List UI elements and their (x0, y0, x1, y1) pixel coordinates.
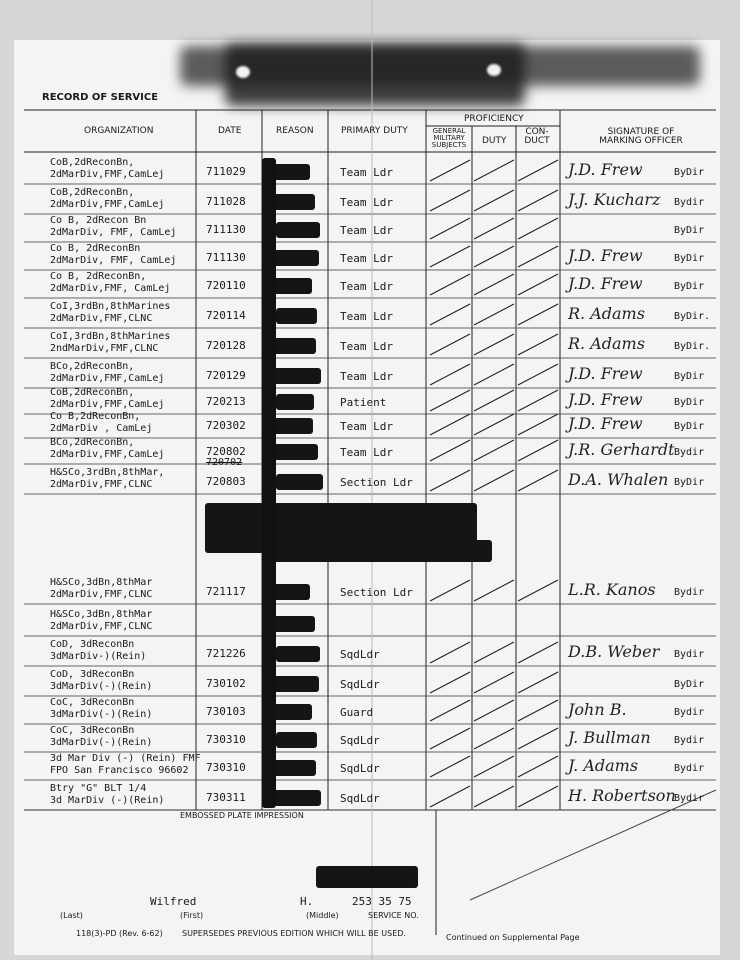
by-direction-note: ByDir. (674, 311, 711, 322)
entry-date: 721117 (206, 585, 246, 598)
redaction-reason (274, 444, 318, 460)
proficiency-slash (518, 756, 558, 777)
redaction-reason-column (262, 158, 276, 808)
primary-duty: Team Ldr (340, 166, 393, 179)
proficiency-slash (518, 672, 558, 693)
officer-signature: D.A. Whalen (568, 470, 669, 489)
primary-duty: SqdLdr (340, 648, 380, 661)
proficiency-slash (430, 274, 470, 295)
proficiency-slash (518, 304, 558, 325)
organization-line-1: Co B, 2dReconBn (50, 243, 141, 254)
organization-line-2: 2dMarDiv , CamLej (50, 423, 153, 434)
proficiency-slash (518, 440, 558, 461)
proficiency-slash (474, 274, 514, 295)
primary-duty: Team Ldr (340, 310, 393, 323)
proficiency-slash (430, 190, 470, 211)
organization-line-1: Co B, 2dReconBn, (50, 271, 147, 282)
by-direction-note: Bydir (674, 735, 705, 746)
organization-line-1: CoI,3rdBn,8thMarines (50, 301, 171, 312)
entry-date: 720213 (206, 395, 246, 408)
header-primary-duty: PRIMARY DUTY (341, 126, 408, 136)
organization-line-2: 2dMarDiv,FMF,CLNC (50, 313, 153, 324)
proficiency-slash (518, 642, 558, 663)
by-direction-note: ByDir. (674, 341, 711, 352)
proficiency-slash (430, 390, 470, 411)
entry-date: 720129 (206, 369, 246, 382)
organization-line-2: 2dMarDiv,FMF,CamLej (50, 449, 165, 460)
organization-line-1: Co B, 2dRecon Bn (50, 215, 147, 226)
primary-duty: SqdLdr (340, 678, 380, 691)
officer-signature: L.R. Kanos (568, 580, 656, 599)
primary-duty: Team Ldr (340, 446, 393, 459)
primary-duty: Team Ldr (340, 420, 393, 433)
organization-line-1: H&SCo,3rdBn,8thMar, (50, 467, 165, 478)
redaction-reason (276, 222, 320, 238)
entry-date: 730102 (206, 677, 246, 690)
redaction-reason (274, 194, 315, 210)
proficiency-slash (518, 190, 558, 211)
redaction-reason (276, 394, 314, 410)
proficiency-slash (518, 218, 558, 239)
proficiency-slash (518, 246, 558, 267)
entry-date-struck: 720702 (206, 457, 243, 468)
by-direction-note: ByDir (674, 421, 705, 432)
proficiency-slash (474, 160, 514, 181)
entry-date: 711029 (206, 165, 246, 178)
primary-duty: Team Ldr (340, 370, 393, 383)
by-direction-note: Bydir (674, 649, 705, 660)
officer-signature: J. Adams (568, 756, 639, 775)
proficiency-slash (430, 642, 470, 663)
organization-line-2: 2dMarDiv,FMF,CamLej (50, 399, 165, 410)
proficiency-slash (518, 364, 558, 385)
proficiency-slash (430, 756, 470, 777)
proficiency-slash (430, 786, 470, 807)
proficiency-slash (430, 728, 470, 749)
primary-duty: Team Ldr (340, 252, 393, 265)
proficiency-slash (474, 304, 514, 325)
middle-initial: H. (300, 895, 314, 908)
redaction-reason (276, 308, 317, 324)
organization-line-1: CoB,2dReconBn, (50, 387, 135, 398)
proficiency-slash (430, 470, 470, 491)
primary-duty: Team Ldr (340, 224, 393, 237)
proficiency-slash (474, 414, 514, 435)
proficiency-slash (430, 364, 470, 385)
entry-date: 720803 (206, 475, 246, 488)
organization-line-2: 2dMarDiv,FMF,CLNC (50, 621, 153, 632)
officer-signature: J.D. Frew (568, 414, 643, 433)
proficiency-slash (474, 190, 514, 211)
organization-line-1: CoD, 3dReconBn (50, 669, 135, 680)
organization-line-2: 3dMarDiv-)(Rein) (50, 651, 147, 662)
primary-duty: SqdLdr (340, 734, 380, 747)
header-organization: ORGANIZATION (84, 126, 154, 136)
officer-signature: J.D. Frew (568, 246, 643, 265)
proficiency-slash (430, 218, 470, 239)
redaction-reason (274, 790, 321, 806)
proficiency-slash (430, 334, 470, 355)
proficiency-slash (474, 246, 514, 267)
entry-date: 730310 (206, 733, 246, 746)
proficiency-slash (430, 160, 470, 181)
header-signature: SIGNATURE OF MARKING OFFICER (599, 127, 683, 146)
primary-duty: Team Ldr (340, 340, 393, 353)
redaction-reason (274, 278, 312, 294)
organization-line-1: CoD, 3dReconBn (50, 639, 135, 650)
by-direction-note: ByDir (674, 679, 705, 690)
organization-line-1: CoI,3rdBn,8thMarines (50, 331, 171, 342)
officer-signature: John B. (568, 700, 627, 719)
officer-signature: J.D. Frew (568, 390, 643, 409)
organization-line-1: CoC, 3dReconBn (50, 697, 135, 708)
by-direction-note: Bydir (674, 447, 705, 458)
organization-line-2: 2dMarDiv, FMF, CamLej (50, 255, 177, 266)
organization-line-1: H&SCo,3dBn,8thMar (50, 609, 153, 620)
organization-line-2: 2dMarDiv,FMF,CamLej (50, 199, 165, 210)
primary-duty: Team Ldr (340, 196, 393, 209)
entry-date: 730311 (206, 791, 246, 804)
officer-signature: D.B. Weber (568, 642, 660, 661)
proficiency-slash (430, 672, 470, 693)
proficiency-slash (474, 334, 514, 355)
first-name: Wilfred (150, 895, 197, 908)
redaction-block (262, 540, 492, 562)
entry-date: 730103 (206, 705, 246, 718)
redaction-name (316, 866, 418, 888)
entry-date: 720302 (206, 419, 246, 432)
primary-duty: Guard (340, 706, 374, 719)
redaction-reason (272, 250, 319, 266)
proficiency-slash (518, 274, 558, 295)
organization-line-1: CoB,2dReconBn, (50, 187, 135, 198)
redaction-reason (272, 418, 313, 434)
label-last: (Last) (60, 911, 83, 920)
organization-line-2: 2ndMarDiv,FMF,CLNC (50, 343, 159, 354)
proficiency-slash (430, 304, 470, 325)
proficiency-slash (474, 786, 514, 807)
organization-line-2: 3dMarDiv(-)(Rein) (50, 681, 153, 692)
by-direction-note: Bydir (674, 707, 705, 718)
by-direction-note: Bydir (674, 763, 705, 774)
proficiency-slash (430, 440, 470, 461)
redaction-reason (272, 676, 319, 692)
redaction-reason (274, 368, 321, 384)
entry-date: 711130 (206, 251, 246, 264)
officer-signature: J.D. Frew (568, 364, 643, 383)
supersedes-note: SUPERSEDES PREVIOUS EDITION WHICH WILL BE USED. (182, 929, 406, 938)
proficiency-slash (518, 390, 558, 411)
proficiency-slash (518, 786, 558, 807)
organization-line-1: BCo,2dReconBn, (50, 437, 135, 448)
entry-date: 711028 (206, 195, 246, 208)
header-reason: REASON (276, 126, 314, 136)
entry-date: 720128 (206, 339, 246, 352)
organization-line-2: 2dMarDiv,FMF,CLNC (50, 479, 153, 490)
header-proficiency: PROFICIENCY (464, 114, 524, 124)
proficiency-slash (474, 700, 514, 721)
officer-signature: J.D. Frew (568, 160, 643, 179)
redaction-reason (276, 474, 323, 490)
organization-line-1: H&SCo,3dBn,8thMar (50, 577, 153, 588)
proficiency-slash (474, 642, 514, 663)
entry-date: 721226 (206, 647, 246, 660)
redaction-reason (276, 732, 317, 748)
primary-duty: Patient (340, 396, 387, 409)
header-duty: DUTY (482, 136, 507, 146)
by-direction-note: ByDir (674, 253, 705, 264)
redaction-reason (272, 760, 316, 776)
proficiency-slash (474, 580, 514, 601)
officer-signature: R. Adams (568, 334, 645, 353)
proficiency-slash (474, 470, 514, 491)
primary-duty: Section Ldr (340, 586, 413, 599)
by-direction-note: ByDir (674, 397, 705, 408)
proficiency-slash (430, 580, 470, 601)
proficiency-slash (474, 728, 514, 749)
proficiency-slash (474, 390, 514, 411)
entry-date: 720802 (206, 445, 246, 458)
officer-signature: J. Bullman (568, 728, 651, 747)
organization-line-2: 3dMarDiv(-)(Rein) (50, 709, 153, 720)
organization-line-2: 3dMarDiv(-)(Rein) (50, 737, 153, 748)
header-date: DATE (218, 126, 242, 136)
organization-line-2: 2dMarDiv, FMF, CamLej (50, 227, 177, 238)
form-id: 118(3)-PD (Rev. 6-62) (76, 929, 163, 938)
officer-signature: J.J. Kucharz (568, 190, 661, 209)
by-direction-note: ByDir (674, 477, 705, 488)
organization-line-1: CoB,2dReconBn, (50, 157, 135, 168)
redaction-reason (272, 164, 310, 180)
redaction-reason (272, 584, 310, 600)
redaction-reason (272, 338, 316, 354)
organization-line-2: 2dMarDiv,FMF,CLNC (50, 589, 153, 600)
proficiency-slash (518, 580, 558, 601)
by-direction-note: ByDir (674, 371, 705, 382)
organization-line-2: 2dMarDiv,FMF,CamLej (50, 169, 165, 180)
by-direction-note: ByDir (674, 281, 705, 292)
label-middle: (Middle) (306, 911, 339, 920)
proficiency-slash (518, 728, 558, 749)
by-direction-note: ByDir (674, 225, 705, 236)
proficiency-slash (474, 440, 514, 461)
primary-duty: Team Ldr (340, 280, 393, 293)
by-direction-note: Bydir (674, 197, 705, 208)
organization-line-2: 3d MarDiv (-)(Rein) (50, 795, 165, 806)
label-service-no: SERVICE NO. (368, 911, 419, 920)
proficiency-slash (430, 700, 470, 721)
embossed-label: EMBOSSED PLATE IMPRESSION (180, 811, 304, 820)
entry-date: 730310 (206, 761, 246, 774)
redaction-reason (274, 616, 315, 632)
entry-date: 720114 (206, 309, 246, 322)
entry-date: 720110 (206, 279, 246, 292)
header-general-military: GENERAL MILITARY SUBJECTS (431, 127, 467, 149)
organization-line-2: 2dMarDiv,FMF,CamLej (50, 373, 165, 384)
by-direction-note: ByDir (674, 167, 705, 178)
proficiency-slash (518, 470, 558, 491)
entry-date: 711130 (206, 223, 246, 236)
redaction-reason (276, 646, 320, 662)
header-conduct: CON- DUCT (524, 127, 550, 146)
organization-line-1: CoC, 3dReconBn (50, 725, 135, 736)
form-title: RECORD OF SERVICE (42, 92, 159, 103)
primary-duty: SqdLdr (340, 762, 380, 775)
organization-line-2: 2dMarDiv,FMF, CamLej (50, 283, 171, 294)
officer-signature: J.R. Gerhardt (568, 440, 675, 459)
proficiency-slash (474, 364, 514, 385)
by-direction-note: Bydir (674, 587, 705, 598)
proficiency-slash (474, 756, 514, 777)
primary-duty: SqdLdr (340, 792, 380, 805)
officer-signature: H. Robertson (568, 786, 676, 805)
proficiency-slash (430, 246, 470, 267)
proficiency-slash (474, 672, 514, 693)
organization-line-1: 3d Mar Div (-) (Rein) FMF (50, 753, 201, 764)
officer-signature: R. Adams (568, 304, 645, 323)
proficiency-slash (430, 414, 470, 435)
service-number: 253 35 75 (352, 895, 412, 908)
proficiency-slash (518, 414, 558, 435)
redaction-reason (274, 704, 312, 720)
primary-duty: Section Ldr (340, 476, 413, 489)
by-direction-note: Bydir (674, 793, 705, 804)
organization-line-1: Co B,2dReconBn, (50, 411, 141, 422)
organization-line-2: FPO San Francisco 96602 (50, 765, 189, 776)
proficiency-slash (474, 218, 514, 239)
organization-line-1: BCo,2dReconBn, (50, 361, 135, 372)
label-first: (First) (180, 911, 204, 920)
continued-note: Continued on Supplemental Page (446, 933, 580, 942)
officer-signature: J.D. Frew (568, 274, 643, 293)
proficiency-slash (518, 334, 558, 355)
proficiency-slash (518, 700, 558, 721)
proficiency-slash (518, 160, 558, 181)
organization-line-1: Btry "G" BLT 1/4 (50, 783, 147, 794)
